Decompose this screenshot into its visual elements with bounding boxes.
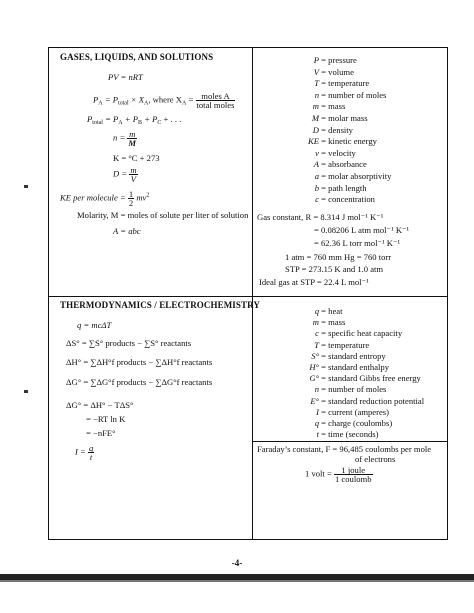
- equals-sign: =: [319, 124, 329, 135]
- equation-partial-pressure: $P_A = P_{total} \times X_A$, where $X_A$ = $\frac{\text{moles A}}{\text{total moles}}$: [93, 91, 235, 110]
- definition-symbol: T: [314, 339, 319, 350]
- definition-symbol: a: [314, 171, 319, 181]
- definition-text: number of moles: [328, 89, 387, 100]
- equation-kinetic-energy: KE per molecule = $\frac{1}{2}$ $mv^2$: [60, 189, 150, 208]
- page-number: -4-: [231, 558, 243, 568]
- equals-sign: =: [319, 113, 329, 123]
- definition-text: concentration: [328, 194, 375, 205]
- subsection-divider: [252, 441, 447, 442]
- stp-row: STP = 273.15 K and 1.0 atm: [285, 264, 384, 274]
- definition-row: [289, 159, 367, 169]
- equation-enthalpy: ΔH° = ∑ΔH°f products − ∑ΔH°f reactants: [66, 357, 213, 367]
- definition-row: [289, 101, 345, 111]
- equation-current: I = $\frac{q}{t}$: [75, 443, 94, 462]
- definition-symbol: S°: [311, 350, 319, 361]
- equation-moles: n = $\frac{m}{M}$: [113, 129, 137, 148]
- scan-mark: [24, 390, 28, 393]
- definition-row: [289, 78, 369, 88]
- definition-row: [289, 384, 386, 394]
- definition-row: [289, 171, 391, 181]
- equation-gibbs: ΔG° = ∑ΔG°f products − ∑ΔG°f reactants: [66, 377, 213, 387]
- gas-constant-row: Gas constant, R = 8.314 J mol⁻¹ K⁻¹: [257, 212, 384, 222]
- definition-row: [289, 429, 379, 439]
- equals-sign: =: [319, 362, 329, 372]
- equation-beer-lambert: A = abc: [113, 226, 141, 236]
- equation-heat: q = mcΔT: [77, 320, 112, 330]
- definition-row: [289, 136, 377, 146]
- definition-symbol: m: [312, 101, 319, 112]
- equals-sign: =: [319, 373, 329, 384]
- definition-text: standard Gibbs free energy: [328, 373, 421, 384]
- equation-total-pressure: $P_{total} = P_A + P_B + P_C$ + . . .: [87, 114, 182, 126]
- definition-text: charge (coulombs): [328, 418, 393, 428]
- gas-constant-row: = 62.36 L torr mol⁻¹ K⁻¹: [314, 238, 401, 248]
- definition-text: temperature: [328, 78, 370, 89]
- equals-sign: =: [319, 171, 329, 181]
- definition-row: [289, 351, 386, 361]
- equation-entropy: ΔS° = ∑S° products − ∑S° reactants: [66, 338, 192, 348]
- definition-text: mass: [328, 317, 346, 328]
- definition-text: standard entropy: [328, 350, 386, 361]
- fraction: $\frac{m}{V}$: [130, 165, 137, 184]
- definition-text: path length: [328, 182, 367, 193]
- definition-row: [289, 90, 386, 100]
- definition-text: standard enthalpy: [328, 362, 390, 372]
- definition-text: specific heat capacity: [328, 328, 403, 339]
- definition-text: molar absorptivity: [328, 171, 392, 181]
- definition-row: [289, 306, 342, 316]
- definition-symbol: H°: [309, 362, 319, 372]
- definition-symbol: c: [315, 328, 319, 339]
- equation-kelvin: K = °C + 273: [113, 153, 160, 163]
- equals-sign: =: [319, 406, 329, 417]
- definition-text: mass: [328, 101, 346, 112]
- definition-symbol: P: [313, 55, 319, 65]
- equals-sign: =: [319, 306, 329, 316]
- equals-sign: =: [319, 395, 329, 406]
- definition-text: density: [328, 124, 353, 135]
- equals-sign: =: [319, 350, 329, 361]
- definition-symbol: KE: [308, 136, 319, 147]
- definition-text: molar mass: [328, 113, 368, 123]
- faraday-constant: Faraday’s constant, F = 96,485 coulombs per mole: [257, 444, 432, 454]
- definition-symbol: A: [313, 159, 319, 170]
- definition-symbol: V: [313, 66, 319, 77]
- fraction: $\frac{q}{t}$: [88, 443, 94, 462]
- definition-symbol: M: [311, 113, 319, 123]
- equals-sign: =: [319, 159, 329, 170]
- equals-sign: =: [319, 55, 329, 65]
- fraction: $\frac{m}{M}$: [128, 129, 137, 148]
- definition-row: [289, 373, 421, 383]
- definition-row: [289, 362, 389, 372]
- definition-symbol: q: [314, 306, 319, 316]
- section-title-thermo: THERMODYNAMICS / ELECTROCHEMISTRY: [60, 300, 261, 310]
- column-divider: [252, 48, 253, 296]
- volt-definition: 1 volt = $\frac{\text{1 joule}}{\text{1 coulomb}}$: [305, 465, 372, 484]
- definition-row: [289, 396, 424, 406]
- footer-rule: [0, 580, 474, 582]
- fraction: $\frac{\text{moles A}}{\text{total moles}}$: [196, 91, 235, 110]
- equation-density: D = $\frac{m}{V}$: [113, 165, 137, 184]
- column-divider: [252, 296, 253, 539]
- ideal-gas-row: Ideal gas at STP = 22.4 L mol⁻¹: [259, 277, 369, 287]
- section-divider: [49, 296, 447, 297]
- definition-symbol: D: [312, 124, 319, 135]
- definition-row: [289, 194, 375, 204]
- equals-sign: =: [319, 317, 329, 328]
- definition-text: volume: [328, 66, 354, 77]
- definition-row: [289, 148, 356, 158]
- definition-text: temperature: [328, 339, 370, 350]
- equation-gibbs-relation: = −RT ln K: [86, 414, 126, 424]
- fraction: $\frac{1}{2}$: [128, 189, 134, 208]
- gas-constant-row: = 0.08206 L atm mol⁻¹ K⁻¹: [314, 225, 410, 235]
- definition-symbol: G°: [309, 373, 319, 384]
- definition-text: current (amperes): [328, 406, 389, 417]
- atm-row: 1 atm = 760 mm Hg = 760 torr: [285, 252, 392, 262]
- definition-symbol: T: [314, 78, 319, 89]
- definition-row: [289, 317, 345, 327]
- definition-text: number of moles: [328, 384, 387, 395]
- definition-text: kinetic energy: [328, 136, 377, 147]
- definition-row: [289, 328, 402, 338]
- scan-mark: [24, 185, 28, 188]
- equals-sign: =: [319, 429, 329, 440]
- definition-row: [289, 67, 354, 77]
- definition-symbol: E°: [310, 395, 319, 406]
- definition-row: [289, 55, 357, 65]
- equals-sign: =: [319, 136, 329, 147]
- equals-sign: =: [319, 66, 329, 77]
- equals-sign: =: [319, 89, 329, 100]
- equation-molarity: Molarity, M = moles of solute per liter of solution: [77, 210, 249, 220]
- definition-symbol: I: [316, 406, 319, 417]
- faraday-constant-cont: of electrons: [355, 454, 396, 464]
- definition-symbol: v: [315, 147, 319, 158]
- equation-gibbs-relation: ΔG° = ΔH° − TΔS°: [66, 400, 134, 410]
- definition-symbol: m: [312, 317, 319, 328]
- definition-symbol: t: [316, 429, 319, 440]
- definition-text: pressure: [328, 55, 357, 65]
- definition-row: [289, 418, 392, 428]
- definition-symbol: n: [314, 384, 319, 395]
- definition-text: time (seconds): [328, 429, 379, 440]
- equals-sign: =: [319, 147, 329, 158]
- definition-row: [289, 407, 389, 417]
- definition-text: velocity: [328, 147, 356, 158]
- equals-sign: =: [319, 339, 329, 350]
- equals-sign: =: [319, 418, 329, 428]
- equals-sign: =: [319, 194, 329, 205]
- definition-symbol: q: [314, 418, 319, 428]
- equation-ideal-gas: PV = nRT: [108, 72, 143, 82]
- fraction: $\frac{\text{1 joule}}{\text{1 coulomb}}$: [334, 465, 372, 484]
- equation-gibbs-relation: = −nFE°: [86, 428, 116, 438]
- definition-text: standard reduction potential: [328, 395, 425, 406]
- definition-symbol: n: [314, 89, 319, 100]
- definition-row: [289, 113, 368, 123]
- equals-sign: =: [319, 182, 329, 193]
- definition-text: heat: [328, 306, 343, 316]
- equals-sign: =: [319, 328, 329, 339]
- section-title-gases: GASES, LIQUIDS, AND SOLUTIONS: [60, 52, 214, 62]
- equals-sign: =: [319, 384, 329, 395]
- definition-text: absorbance: [328, 159, 367, 170]
- definition-symbol: c: [315, 194, 319, 205]
- definition-symbol: b: [314, 182, 319, 193]
- definition-row: [289, 340, 369, 350]
- definition-row: [289, 183, 367, 193]
- equals-sign: =: [319, 101, 329, 112]
- equals-sign: =: [319, 78, 329, 89]
- definition-row: [289, 125, 353, 135]
